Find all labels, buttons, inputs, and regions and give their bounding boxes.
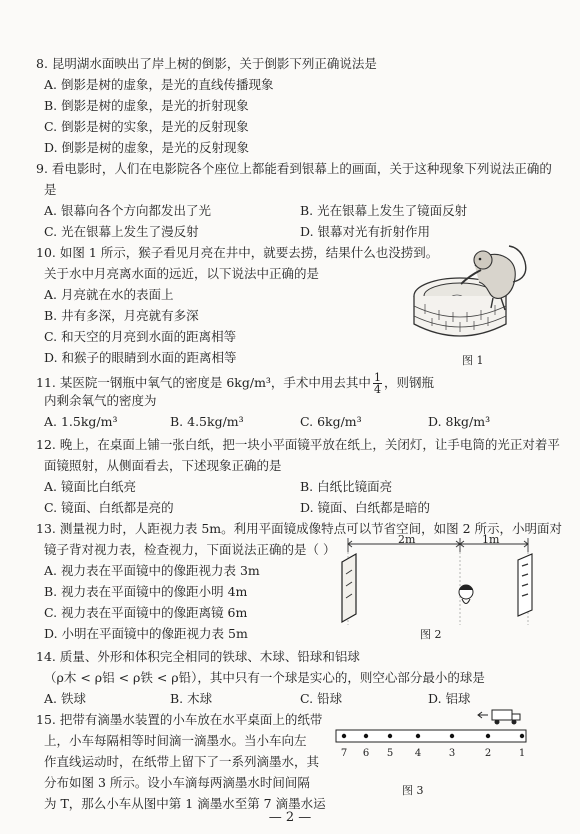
ink-drop-1 [520,734,524,738]
question-9-option-a: A. 银幕向各个方向都发出了光 [44,203,211,218]
question-11-stem-text: 11. 某医院一钢瓶中氧气的密度是 6kg/m³，手术中用去其中 [36,375,371,390]
ink-drop-label-4: 4 [414,748,422,759]
figure-3-ink-tape [328,700,538,770]
question-13-option-d: D. 小明在平面镜中的像距视力表 5m [44,626,248,641]
question-11-option-c: C. 6kg/m³ [300,414,362,429]
question-11-option-a: A. 1.5kg/m³ [44,414,118,429]
question-15-line-3: 作直线运动时，在纸带上留下了一系列滴墨水，其 [44,754,320,769]
question-14-option-a: A. 铁球 [44,691,86,706]
figure-2-caption: 图 2 [420,628,442,641]
question-15-line-5: 为 T，那么小车从图中第 1 滴墨水至第 7 滴墨水运 [44,796,326,811]
fraction-one-quarter [373,372,382,395]
question-10-option-d: D. 和猴子的眼睛到水面的距离相等 [44,350,237,365]
question-8-option-d: D. 倒影是树的虚象，是光的反射现象 [44,140,250,155]
ink-drop-label-7: 7 [340,748,348,759]
page-number: — 2 — [268,810,312,825]
ink-drop-label-3: 3 [448,748,456,759]
question-10-option-b: B. 井有多深，月亮就有多深 [44,308,199,323]
question-12-option-d: D. 镜面、白纸都是暗的 [300,500,431,515]
question-14-option-d: D. 铝球 [428,691,471,706]
figure-2-distance-2m: 2m [398,533,416,546]
fraction-numerator: 1 [373,371,381,384]
question-9-stem-cont: 是 [44,182,57,197]
question-12-option-a: A. 镜面比白纸亮 [44,479,136,494]
question-12-stem: 12. 晚上，在桌面上铺一张白纸，把一块小平面镜平放在纸上，关闭灯，让手电筒的光正对着平 [36,437,560,452]
ink-drop-6 [364,734,368,738]
question-13-option-a: A. 视力表在平面镜中的像距视力表 3m [44,563,260,578]
ink-drop-label-5: 5 [386,748,394,759]
question-10-option-c: C. 和天空的月亮到水面的距离相等 [44,329,237,344]
toy-cart-icon [478,710,520,725]
question-14-stem: 14. 质量、外形和体积完全相同的铁球、木球、铅球和铝球 [36,649,360,664]
question-15-line-1: 15. 把带有滴墨水装置的小车放在水平桌面上的纸带 [36,712,323,727]
question-9-option-d: D. 银幕对光有折射作用 [300,224,431,239]
question-9-option-b: B. 光在银幕上发生了镜面反射 [300,203,468,218]
question-9-option-c: C. 光在银幕上发生了漫反射 [44,224,199,239]
ink-drop-label-6: 6 [362,748,370,759]
question-8-option-a: A. 倒影是树的虚象，是光的直线传播现象 [44,77,274,92]
ink-drop-5 [388,734,392,738]
question-11-stem-cont: 内剩余氧气的密度为 [44,393,157,408]
ink-drop-label-2: 2 [484,748,492,759]
ink-drop-3 [450,734,454,738]
question-13-stem: 13. 测量视力时，人距视力表 5m。利用平面镜成像特点可以节省空间，如图 2 所示，小明面对 [36,521,563,536]
question-14-stem-cont: （ρ木 < ρ铝 < ρ铁 < ρ铅），其中只有一个球是实心的，则空心部分最小的球是 [44,670,485,685]
figure-1-caption: 图 1 [462,354,484,367]
question-13-stem-cont: 镜子背对视力表，检查视力，下面说法正确的是（ ） [44,542,336,557]
question-9-stem: 9. 看电影时，人们在电影院各个座位上都能看到银幕上的画面，关于这种现象下列说法正确的 [36,161,552,176]
question-14-option-c: C. 铅球 [300,691,343,706]
question-14-option-b: B. 木球 [170,691,213,706]
question-8-option-c: C. 倒影是树的实象，是光的反射现象 [44,119,249,134]
question-10-stem-cont: 关于水中月亮离水面的远近，以下说法中正确的是 [44,266,320,281]
ink-drop-label-1: 1 [518,748,526,759]
question-15-line-2: 上，小车每隔相等时间滴一滴墨水。当小车向左 [44,733,307,748]
ink-drop-2 [486,734,490,738]
question-10-stem: 10. 如图 1 所示，猴子看见月亮在井中，就要去捞，结果什么也没捞到。 [36,245,439,260]
figure-1-monkey-well [405,238,535,348]
ink-drop-7 [342,734,346,738]
ink-drop-4 [416,734,420,738]
figure-2-mirror-diagram [338,530,538,640]
question-13-option-c: C. 视力表在平面镜中的像距离镜 6m [44,605,248,620]
figure-3-caption: 图 3 [402,784,424,797]
question-15-line-4: 分布如图 3 所示。设小车滴每两滴墨水时间间隔 [44,775,310,790]
question-13-option-b: B. 视力表在平面镜中的像距小明 4m [44,584,248,599]
fraction-denominator: 4 [373,383,381,396]
figure-2-distance-1m: 1m [482,533,500,546]
question-10-option-a: A. 月亮就在水的表面上 [44,287,174,302]
question-12-option-c: C. 镜面、白纸都是亮的 [44,500,174,515]
question-11-option-d: D. 8kg/m³ [428,414,491,429]
question-8-option-b: B. 倒影是树的虚象，是光的折射现象 [44,98,249,113]
question-12-stem-cont: 面镜照射，从侧面看去，下述现象正确的是 [44,458,282,473]
question-8-stem: 8. 昆明湖水面映出了岸上树的倒影，关于倒影下列正确说法是 [36,56,377,71]
question-11-stem-tail: ，则钢瓶 [383,375,434,390]
question-11-stem [36,372,434,395]
question-11-option-b: B. 4.5kg/m³ [170,414,244,429]
question-12-option-b: B. 白纸比镜面亮 [300,479,393,494]
